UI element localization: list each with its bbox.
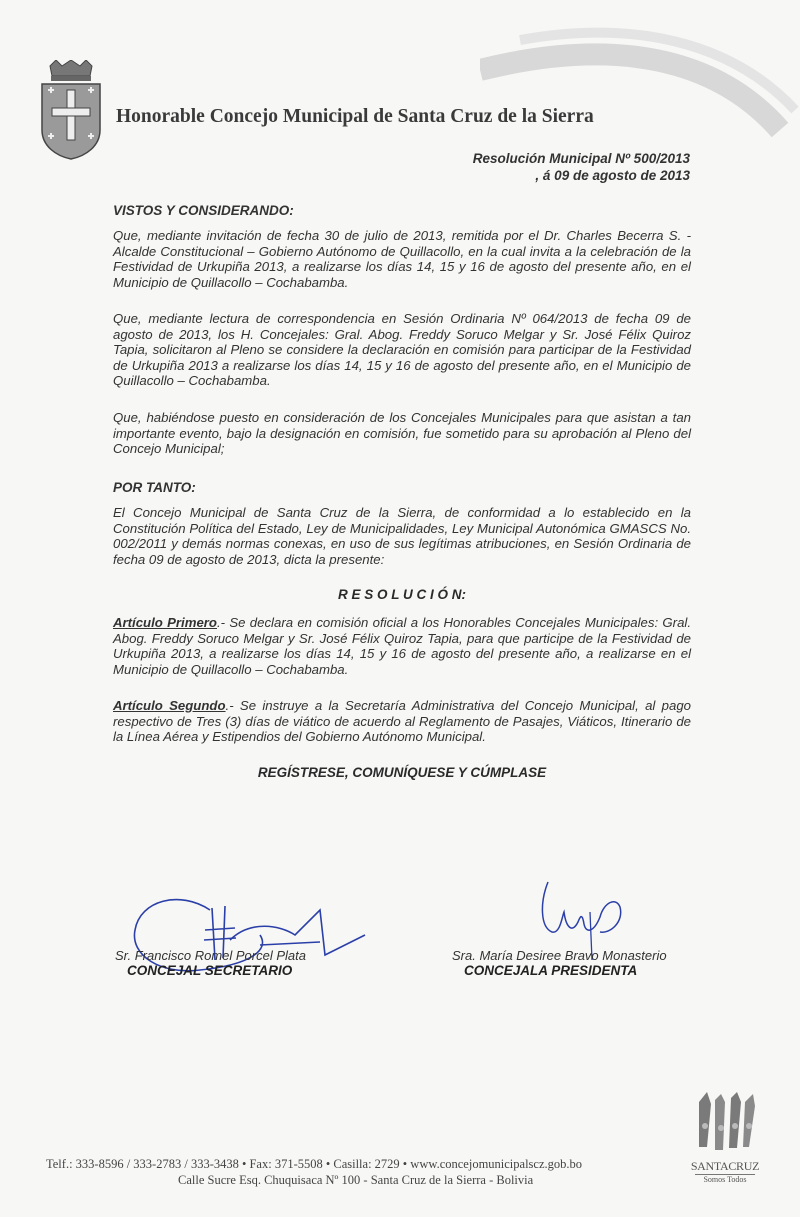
santa-cruz-logo-icon: [685, 1092, 765, 1154]
vistos-paragraph-3: Que, habiéndose puesto en consideración de los Concejales Municipales para que asistan a tan importante evento, bajo la designación en comisión, fue sometido para su aprobación al Pleno del Concejo Municipal;: [113, 410, 691, 457]
article-second-label: Artículo Segundo: [113, 698, 226, 713]
portanto-heading: POR TANTO:: [113, 480, 196, 495]
article-second: [113, 698, 691, 745]
signature-right: [452, 948, 667, 978]
resolution-header: [473, 150, 690, 184]
footer-contact: Telf.: 333-8596 / 333-2783 / 333-3438 • Fax: 371-5508 • Casilla: 2729 • www.concejomunicipalscz.gob.bo: [46, 1157, 583, 1171]
vistos-paragraph-2: Que, mediante lectura de correspondencia en Sesión Ordinaria Nº 064/2013 de fecha 09 de agosto de 2013, los H. Concejales: Gral. Abog. Freddy Soruco Melgar y Sr. José Félix Quiroz Tapia, solicitaron al Pleno se considere la declaración en comisión para participar de la Festividad de Urkupiña 2013 a realizarse los días 14, 15 y 16 de agosto del presente año, en el Municipio de Quillacollo – Cochabamba.: [113, 311, 691, 389]
org-title: Honorable Concejo Municipal de Santa Cruz de la Sierra: [116, 106, 594, 127]
article-first: [113, 615, 691, 677]
article-first-text: .- Se declara en comisión oficial a los Honorables Concejales Municipales: Gral. Abog. Freddy Soruco Melgar y Sr. José Félix Quiroz Tapia, para que participe de la Festividad de Urkupiña 2013, a realizarse los días 14, 15 y 16 de agosto del presente año, a realizarse en el Municipio de Quillacollo – Cochabamba.: [113, 615, 692, 677]
portanto-paragraph: El Concejo Municipal de Santa Cruz de la Sierra, de conformidad a lo establecido en la Constitución Política del Estado, Ley de Municipalidades, Ley Municipal Autonómica GMASCS No. 002/2011 y demás normas conexas, en uso de sus legítimas atribuciones, en Sesión Ordinaria de fecha 09 de agosto de 2013, dicta la presente:: [113, 505, 691, 567]
signature-right-name: Sra. María Desiree Bravo Monasterio: [452, 948, 667, 963]
santa-cruz-logo-subtitle: Somos Todos: [695, 1174, 755, 1184]
resolution-number: Resolución Municipal Nº 500/2013: [472, 151, 690, 166]
signature-left-role: CONCEJAL SECRETARIO: [127, 963, 293, 978]
footer-address: Calle Sucre Esq. Chuquisaca Nº 100 - Santa Cruz de la Sierra - Bolivia: [178, 1173, 534, 1187]
closing-statement: REGÍSTRESE, COMUNÍQUESE Y CÚMPLASE: [257, 765, 547, 780]
santa-cruz-logo: [685, 1092, 765, 1192]
article-first-label: Artículo Primero: [113, 615, 217, 630]
vistos-heading: VISTOS Y CONSIDERANDO:: [113, 203, 294, 218]
article-second-text: .- Se instruye a la Secretaría Administrativa del Concejo Municipal, al pago respectivo de Tres (3) días de viático de acuerdo al Reglamento de Pasajes, Viáticos, Itinerario de la Línea Aérea y Estipendios del Gobierno Autónomo Municipal.: [113, 698, 691, 745]
signature-right-role: CONCEJALA PRESIDENTA: [464, 963, 638, 978]
signature-left: [115, 948, 306, 978]
coat-of-arms-icon: [38, 60, 104, 160]
resolucion-heading: R E S O L U C I Ó N:: [337, 587, 466, 602]
resolution-date: , á 09 de agosto de 2013: [535, 168, 690, 183]
signature-left-name: Sr. Francisco Romel Porcel Plata: [115, 948, 306, 963]
santa-cruz-logo-title: SANTACRUZ: [690, 1159, 760, 1173]
vistos-paragraph-1: Que, mediante invitación de fecha 30 de julio de 2013, remitida por el Dr. Charles Becerra S. - Alcalde Constitucional – Gobierno Autónomo de Quillacollo, en la cual invita a la celebración de la Festividad de Urkupiña 2013, a realizarse los días 14, 15 y 16 de agosto del presente año, en el Municipio de Quillacollo – Cochabamba.: [113, 228, 691, 290]
